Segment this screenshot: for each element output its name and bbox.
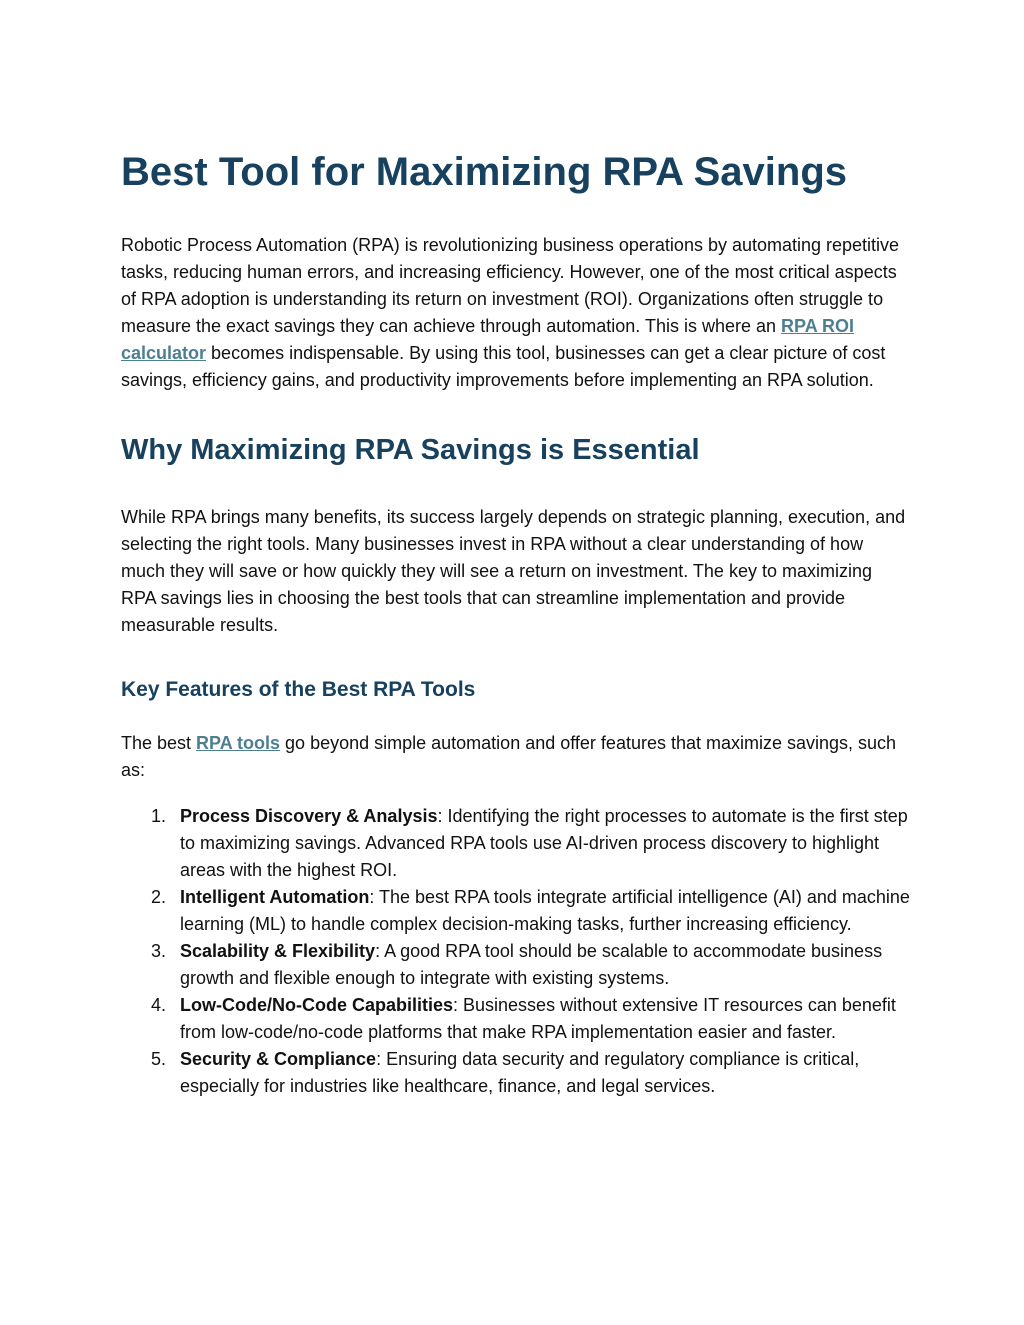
why-section-heading: Why Maximizing RPA Savings is Essential xyxy=(121,434,700,466)
features-intro-start: The best xyxy=(121,733,197,753)
features-intro-paragraph xyxy=(121,730,911,784)
list-item-text: : Ensuring data security and regulatory compliance is critical, especially for industries like healthcare, finance, and legal services. xyxy=(180,1049,860,1096)
list-item-number: 5. xyxy=(151,1049,167,1069)
list-item-label: Scalability & Flexibility xyxy=(180,941,376,961)
list-item xyxy=(121,992,911,1046)
list-item-number: 1. xyxy=(151,806,167,826)
document-page xyxy=(121,142,911,1100)
intro-text-start: Robotic Process Automation (RPA) is revolutionizing business operations by automating repetitive tasks, reducing human errors, and increasing efficiency. However, one of the most critical aspects of RPA adoption is understanding its return on investment (ROI). Organizations often struggle to measure the exact savings they can achieve through automation. This is where an xyxy=(121,235,900,336)
list-item-label: Process Discovery & Analysis xyxy=(180,806,438,826)
list-item-number: 2. xyxy=(151,887,167,907)
list-item-text: : A good RPA tool should be scalable to accommodate business growth and flexible enough to integrate with existing systems. xyxy=(180,941,883,988)
list-item-number: 3. xyxy=(151,941,167,961)
features-section-heading: Key Features of the Best RPA Tools xyxy=(121,678,476,701)
page-title: Best Tool for Maximizing RPA Savings xyxy=(121,150,848,194)
intro-paragraph xyxy=(121,232,911,394)
list-item-text: : Identifying the right processes to automate is the first step to maximizing savings. Advanced RPA tools use AI-driven process discovery to highlight areas with the highest ROI. xyxy=(180,806,908,880)
list-item-text: : The best RPA tools integrate artificial intelligence (AI) and machine learning (ML) to handle complex decision-making tasks, further increasing efficiency. xyxy=(180,887,910,934)
features-list xyxy=(121,803,911,1100)
list-item xyxy=(121,884,911,938)
rpa-roi-calculator-link[interactable]: RPA ROI calculator xyxy=(121,316,855,363)
list-item xyxy=(121,1046,911,1100)
list-item-number: 4. xyxy=(151,995,167,1015)
list-item-label: Intelligent Automation xyxy=(180,887,370,907)
why-section-paragraph: While RPA brings many benefits, its success largely depends on strategic planning, execution, and selecting the right tools. Many businesses invest in RPA without a clear understanding of how much they will save or how quickly they will see a return on investment. The key to maximizing RPA savings lies in choosing the best tools that can streamline implementation and provide measurable results. xyxy=(121,507,906,635)
list-item-label: Security & Compliance xyxy=(180,1049,377,1069)
list-item xyxy=(121,803,911,884)
list-item xyxy=(121,938,911,992)
intro-text-end: becomes indispensable. By using this tool, businesses can get a clear picture of cost savings, efficiency gains, and productivity improvements before implementing an RPA solution. xyxy=(121,343,886,390)
list-item-label: Low-Code/No-Code Capabilities xyxy=(180,995,454,1015)
list-item-text: : Businesses without extensive IT resources can benefit from low-code/no-code platforms that make RPA implementation easier and faster. xyxy=(180,995,896,1042)
rpa-tools-link[interactable]: RPA tools xyxy=(196,733,281,753)
features-intro-end: go beyond simple automation and offer features that maximize savings, such as: xyxy=(121,733,897,780)
